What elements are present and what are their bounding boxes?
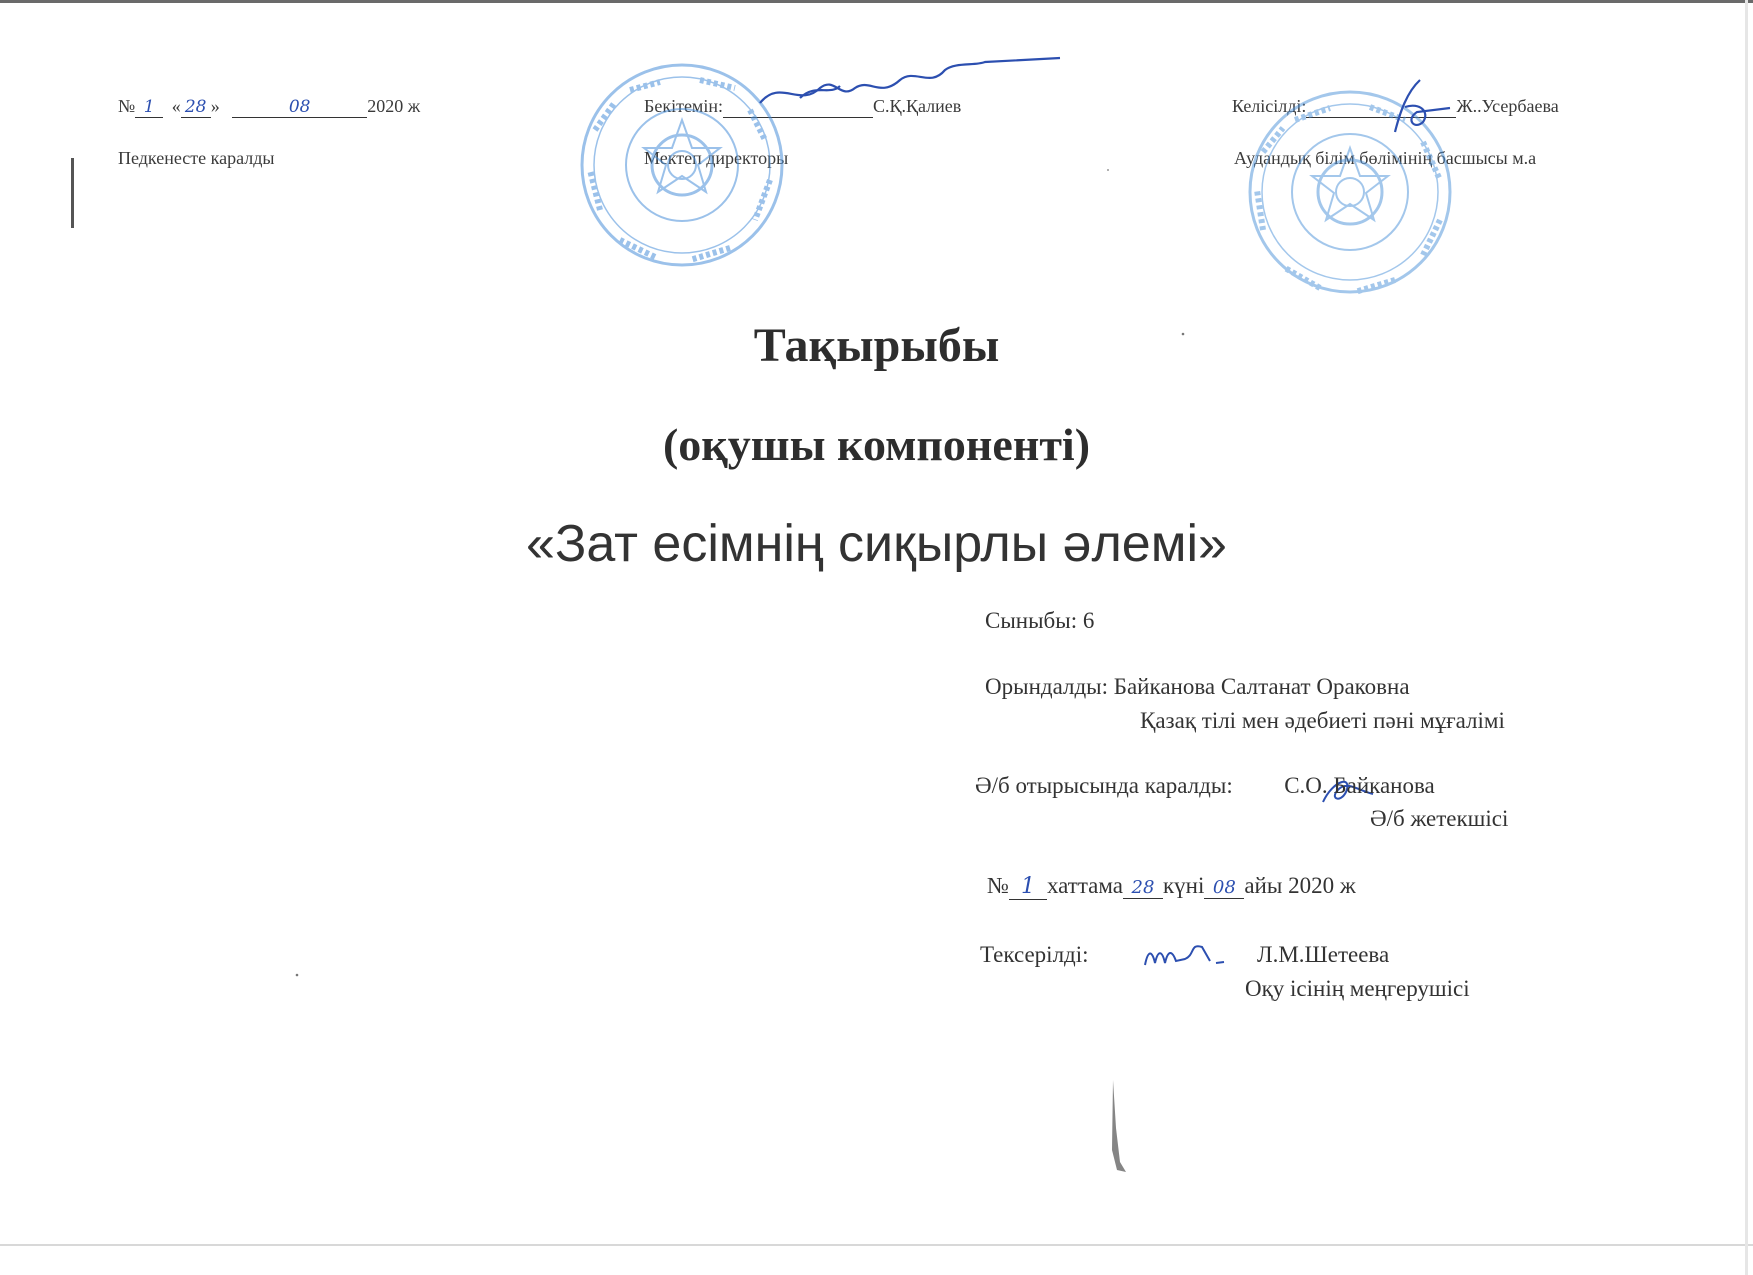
protocol-number-sign: № bbox=[987, 873, 1009, 898]
reviewed-year: 2020 ж bbox=[367, 96, 421, 116]
quote-close: » bbox=[210, 96, 220, 116]
approved-name: С.Қ.Қалиев bbox=[872, 96, 962, 116]
protocol-day-label: күні bbox=[1162, 873, 1205, 898]
protocol-day: 28 bbox=[1123, 877, 1163, 899]
performed-line bbox=[985, 674, 1410, 700]
reviewed-label: Педкенесте каралды bbox=[118, 148, 275, 168]
approved-label: Бекітемін: bbox=[644, 96, 723, 116]
title-heading: Тақырыбы bbox=[753, 319, 1000, 372]
checked-name: Л.М.Шетеева bbox=[1257, 942, 1390, 967]
reviewed-number: 1 bbox=[135, 97, 163, 118]
agreed-name: Ж..Усербаева bbox=[1456, 96, 1559, 116]
lesson-title: «Зат есімнің сиқырлы әлемі» bbox=[526, 515, 1227, 573]
checked-role: Оқу ісінің меңгерушісі bbox=[1245, 976, 1470, 1001]
performed-label: Орындалды: bbox=[985, 674, 1109, 699]
protocol-month-label: айы 2020 ж bbox=[1244, 873, 1356, 898]
number-sign: № bbox=[118, 96, 136, 116]
approved-signature bbox=[740, 48, 1070, 118]
mo-label: Ә/б отырысында каралды: bbox=[975, 773, 1233, 798]
approved-role: Мектеп директоры bbox=[644, 148, 789, 168]
checked-label: Тексерілді: bbox=[980, 942, 1089, 967]
performed-role: Қазақ тілі мен әдебиеті пәні мұғалімі bbox=[1140, 708, 1505, 733]
reviewed-month: 08 bbox=[232, 97, 367, 118]
checked-signature bbox=[1140, 935, 1240, 975]
quote-open: « bbox=[171, 96, 181, 116]
protocol-month: 08 bbox=[1204, 877, 1244, 899]
protocol-label: хаттама bbox=[1046, 873, 1123, 898]
mo-line bbox=[975, 773, 1435, 799]
mo-role: Ә/б жетекшісі bbox=[1370, 806, 1509, 831]
agreed-signature bbox=[1375, 72, 1475, 142]
grade-line: Сыныбы: 6 bbox=[985, 608, 1095, 633]
protocol-number: 1 bbox=[1009, 874, 1047, 900]
protocol-line bbox=[987, 873, 1356, 900]
performed-name: Байканова Салтанат Ораковна bbox=[1113, 674, 1410, 699]
mo-name: С.О. Байканова bbox=[1284, 773, 1435, 798]
agreed-label: Келісілді: bbox=[1232, 96, 1307, 116]
agreed-role: Аудандық білім бөлімінің басшысы м.а bbox=[1234, 148, 1537, 168]
reviewed-date-line bbox=[118, 96, 420, 118]
reviewed-day: 28 bbox=[181, 97, 211, 118]
title-subheading: (оқушы компоненті) bbox=[662, 419, 1091, 470]
